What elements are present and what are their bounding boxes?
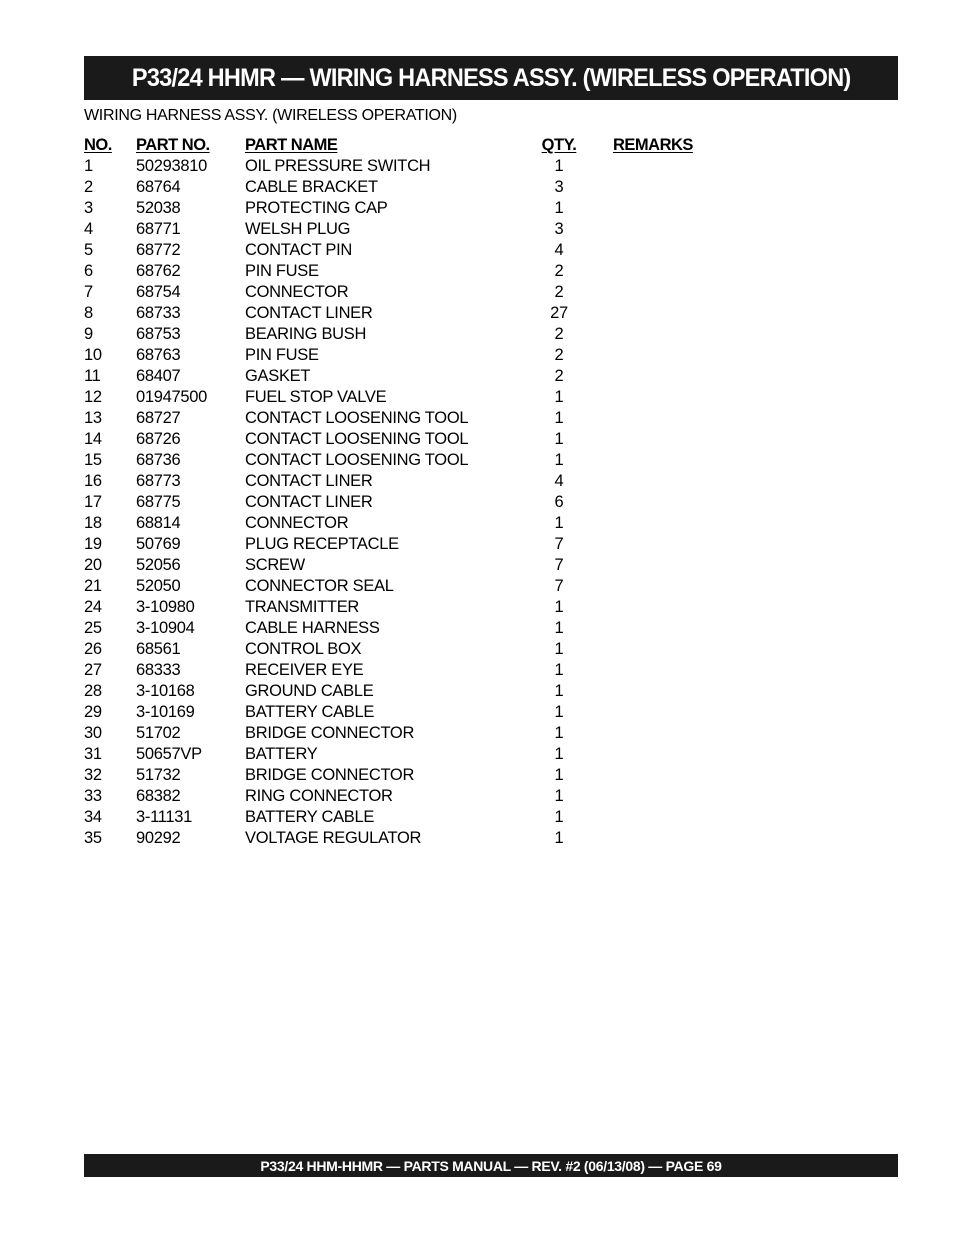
page-footer-bar — [84, 1154, 898, 1177]
cell-part-name: PIN FUSE — [245, 262, 319, 280]
table-row — [84, 639, 724, 660]
cell-no: 34 — [84, 808, 102, 826]
cell-part-no: 68382 — [136, 787, 181, 805]
table-row — [84, 240, 724, 261]
cell-part-no: 52056 — [136, 556, 181, 574]
cell-part-no: 3-10168 — [136, 682, 195, 700]
cell-part-no: 68736 — [136, 451, 181, 469]
cell-part-no: 68733 — [136, 304, 181, 322]
cell-part-name: WELSH PLUG — [245, 220, 351, 238]
cell-qty: 7 — [554, 535, 564, 553]
table-row — [84, 681, 724, 702]
table-row — [84, 702, 724, 723]
cell-no: 19 — [84, 535, 102, 553]
cell-qty: 1 — [554, 451, 564, 469]
cell-part-name: PIN FUSE — [245, 346, 319, 364]
cell-part-name: CONTACT LOOSENING TOOL — [245, 430, 469, 448]
cell-qty: 1 — [554, 157, 564, 175]
cell-part-no: 68764 — [136, 178, 181, 196]
cell-qty: 2 — [554, 283, 564, 301]
cell-part-name: CONTACT LOOSENING TOOL — [245, 451, 469, 469]
page-title: P33/24 HHMR — WIRING HARNESS ASSY. (WIRELESS OPERATION) — [131, 63, 851, 92]
cell-no: 30 — [84, 724, 102, 742]
cell-part-name: RING CONNECTOR — [245, 787, 393, 805]
table-row — [84, 345, 724, 366]
cell-no: 6 — [84, 262, 93, 280]
cell-part-no: 68775 — [136, 493, 181, 511]
cell-no: 33 — [84, 787, 102, 805]
cell-qty: 1 — [554, 682, 564, 700]
cell-no: 21 — [84, 577, 102, 595]
cell-part-name: CABLE HARNESS — [245, 619, 380, 637]
table-row — [84, 513, 724, 534]
cell-part-no: 51732 — [136, 766, 181, 784]
cell-part-no: 50769 — [136, 535, 181, 553]
cell-no: 26 — [84, 640, 102, 658]
cell-part-name: TRANSMITTER — [245, 598, 360, 616]
cell-no: 7 — [84, 283, 93, 301]
cell-qty: 2 — [554, 325, 564, 343]
cell-part-no: 68771 — [136, 220, 181, 238]
cell-qty: 3 — [554, 178, 564, 196]
cell-part-name: BEARING BUSH — [245, 325, 367, 343]
cell-part-no: 51702 — [136, 724, 181, 742]
cell-part-no: 3-10169 — [136, 703, 195, 721]
cell-qty: 1 — [554, 598, 564, 616]
column-header-part-name: PART NAME — [245, 136, 338, 154]
cell-no: 13 — [84, 409, 102, 427]
table-row — [84, 303, 724, 324]
cell-part-no: 68763 — [136, 346, 181, 364]
cell-no: 17 — [84, 493, 102, 511]
cell-qty: 1 — [554, 199, 564, 217]
cell-part-no: 3-10980 — [136, 598, 195, 616]
table-body — [84, 156, 724, 849]
cell-part-no: 68814 — [136, 514, 181, 532]
cell-part-no: 68773 — [136, 472, 181, 490]
cell-no: 16 — [84, 472, 102, 490]
cell-part-no: 3-10904 — [136, 619, 195, 637]
table-row — [84, 723, 724, 744]
cell-qty: 1 — [554, 766, 564, 784]
column-header-remarks: REMARKS — [613, 136, 693, 154]
cell-qty: 27 — [550, 304, 568, 322]
cell-qty: 6 — [554, 493, 564, 511]
table-row — [84, 282, 724, 303]
cell-no: 12 — [84, 388, 102, 406]
table-row — [84, 555, 724, 576]
cell-qty: 4 — [554, 472, 564, 490]
cell-part-name: CONNECTOR — [245, 514, 349, 532]
cell-qty: 7 — [554, 577, 564, 595]
table-row — [84, 828, 724, 849]
cell-part-name: CONTACT LINER — [245, 304, 373, 322]
cell-qty: 2 — [554, 367, 564, 385]
cell-part-name: SCREW — [245, 556, 305, 574]
cell-part-name: GROUND CABLE — [245, 682, 374, 700]
cell-no: 10 — [84, 346, 102, 364]
cell-qty: 1 — [554, 388, 564, 406]
cell-qty: 3 — [554, 220, 564, 238]
table-row — [84, 198, 724, 219]
table-row — [84, 156, 724, 177]
column-header-no: NO. — [84, 136, 112, 154]
cell-qty: 1 — [554, 745, 564, 763]
cell-qty: 1 — [554, 430, 564, 448]
cell-part-name: BRIDGE CONNECTOR — [245, 766, 415, 784]
table-row — [84, 618, 724, 639]
table-row — [84, 471, 724, 492]
table-row — [84, 576, 724, 597]
cell-part-no: 68772 — [136, 241, 181, 259]
cell-qty: 4 — [554, 241, 564, 259]
cell-part-no: 52038 — [136, 199, 181, 217]
cell-part-no: 68727 — [136, 409, 181, 427]
cell-part-name: GASKET — [245, 367, 311, 385]
cell-part-no: 68762 — [136, 262, 181, 280]
cell-part-name: CONNECTOR — [245, 283, 349, 301]
cell-part-no: 68753 — [136, 325, 181, 343]
column-header-part-no: PART NO. — [136, 136, 210, 154]
table-row — [84, 219, 724, 240]
cell-no: 32 — [84, 766, 102, 784]
page-title-bar — [84, 56, 898, 100]
cell-no: 27 — [84, 661, 102, 679]
cell-part-name: BATTERY CABLE — [245, 808, 375, 826]
table-row — [84, 660, 724, 681]
cell-part-name: PROTECTING CAP — [245, 199, 388, 217]
cell-part-name: RECEIVER EYE — [245, 661, 364, 679]
table-row — [84, 534, 724, 555]
cell-part-name: CONNECTOR SEAL — [245, 577, 394, 595]
cell-no: 24 — [84, 598, 102, 616]
cell-qty: 1 — [554, 514, 564, 532]
cell-part-no: 50293810 — [136, 157, 208, 175]
cell-part-no: 52050 — [136, 577, 181, 595]
cell-part-name: BRIDGE CONNECTOR — [245, 724, 415, 742]
cell-no: 35 — [84, 829, 102, 847]
table-row — [84, 807, 724, 828]
cell-no: 2 — [84, 178, 93, 196]
table-row — [84, 366, 724, 387]
cell-part-no: 90292 — [136, 829, 181, 847]
table-row — [84, 429, 724, 450]
cell-no: 31 — [84, 745, 102, 763]
cell-qty: 1 — [554, 640, 564, 658]
cell-part-no: 68726 — [136, 430, 181, 448]
table-row — [84, 408, 724, 429]
table-row — [84, 597, 724, 618]
column-header-qty: QTY. — [541, 136, 577, 154]
table-row — [84, 387, 724, 408]
cell-qty: 1 — [554, 787, 564, 805]
cell-no: 5 — [84, 241, 93, 259]
cell-no: 15 — [84, 451, 102, 469]
cell-no: 3 — [84, 199, 93, 217]
cell-no: 9 — [84, 325, 93, 343]
cell-part-name: PLUG RECEPTACLE — [245, 535, 399, 553]
cell-no: 18 — [84, 514, 102, 532]
cell-no: 1 — [84, 157, 93, 175]
cell-part-name: OIL PRESSURE SWITCH — [245, 157, 431, 175]
cell-part-no: 01947500 — [136, 388, 208, 406]
cell-part-no: 50657VP — [136, 745, 202, 763]
cell-part-no: 3-11131 — [136, 808, 193, 826]
cell-part-name: CABLE BRACKET — [245, 178, 378, 196]
cell-part-no: 68561 — [136, 640, 181, 658]
page-footer: P33/24 HHM-HHMR — PARTS MANUAL — REV. #2 (06/13/08) — PAGE 69 — [260, 1157, 722, 1174]
cell-part-name: VOLTAGE REGULATOR — [245, 829, 422, 847]
table-row — [84, 261, 724, 282]
section-subtitle: WIRING HARNESS ASSY. (WIRELESS OPERATION) — [84, 107, 457, 124]
cell-no: 11 — [84, 367, 101, 385]
cell-part-name: FUEL STOP VALVE — [245, 388, 387, 406]
cell-part-no: 68333 — [136, 661, 181, 679]
cell-qty: 1 — [554, 724, 564, 742]
table-row — [84, 492, 724, 513]
parts-table — [84, 135, 724, 849]
table-row — [84, 450, 724, 471]
table-header-row — [84, 135, 724, 156]
cell-no: 4 — [84, 220, 93, 238]
cell-qty: 1 — [554, 619, 564, 637]
cell-part-no: 68407 — [136, 367, 181, 385]
table-row — [84, 324, 724, 345]
cell-no: 28 — [84, 682, 102, 700]
cell-part-name: CONTACT LINER — [245, 472, 373, 490]
cell-part-name: CONTACT LINER — [245, 493, 373, 511]
table-row — [84, 765, 724, 786]
cell-no: 25 — [84, 619, 102, 637]
cell-part-name: BATTERY — [245, 745, 318, 763]
cell-qty: 2 — [554, 262, 564, 280]
table-row — [84, 744, 724, 765]
cell-part-no: 68754 — [136, 283, 181, 301]
cell-qty: 7 — [554, 556, 564, 574]
cell-qty: 2 — [554, 346, 564, 364]
cell-no: 14 — [84, 430, 102, 448]
table-row — [84, 177, 724, 198]
cell-no: 20 — [84, 556, 102, 574]
cell-qty: 1 — [554, 409, 564, 427]
cell-part-name: CONTROL BOX — [245, 640, 362, 658]
cell-part-name: CONTACT LOOSENING TOOL — [245, 409, 469, 427]
cell-part-name: BATTERY CABLE — [245, 703, 375, 721]
cell-part-name: CONTACT PIN — [245, 241, 353, 259]
cell-no: 29 — [84, 703, 102, 721]
cell-qty: 1 — [554, 661, 564, 679]
cell-qty: 1 — [554, 808, 564, 826]
cell-no: 8 — [84, 304, 93, 322]
table-row — [84, 786, 724, 807]
cell-qty: 1 — [554, 703, 564, 721]
cell-qty: 1 — [554, 829, 564, 847]
